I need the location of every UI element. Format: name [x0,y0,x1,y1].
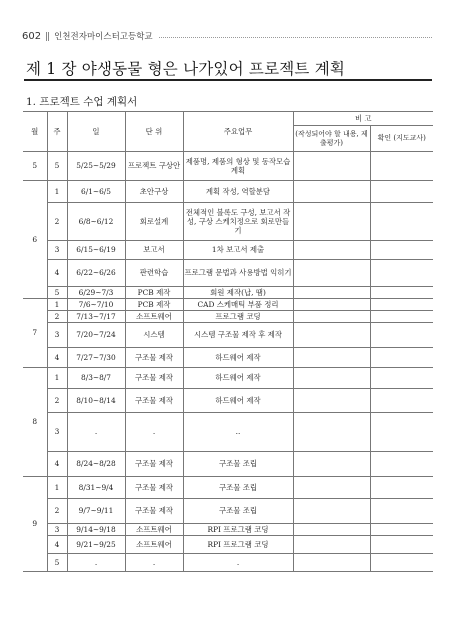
check-cell [370,524,433,536]
task-cell: 계획 작성, 역할분담 [183,181,293,203]
check-cell [370,311,433,323]
unit-cell: 보고서 [125,241,183,260]
col-header-remark-check: 확인 (지도교사) [370,126,433,152]
unit-cell: 시스템 [125,323,183,348]
schedule-table [23,111,433,572]
date-cell: 9/7~9/11 [67,499,125,524]
col-header-remark-content: (작성되어야 할 내용, 제출평가) [293,126,370,152]
task-cell: 회원 제작(납, 땜) [183,287,293,299]
task-cell: 구조물 조립 [183,477,293,499]
remark-cell [293,203,370,241]
task-cell: 구조물 조립 [183,499,293,524]
remark-cell [293,299,370,311]
week-cell: 3 [47,413,67,452]
week-cell: 4 [47,536,67,554]
col-header-week: 주 [47,112,67,152]
col-header-date: 일 [67,112,125,152]
task-cell: 프로그램 문법과 사용방법 익히기 [183,260,293,287]
unit-cell: 소프트웨어 [125,536,183,554]
remark-cell [293,536,370,554]
date-cell: 8/3~8/7 [67,368,125,389]
task-cell: 하드웨어 제작 [183,348,293,368]
month-cell: 5 [23,152,47,181]
check-cell [370,348,433,368]
week-cell: 1 [47,368,67,389]
week-cell: 4 [47,348,67,368]
date-cell: 9/21~9/25 [67,536,125,554]
week-cell: 4 [47,260,67,287]
check-cell [370,260,433,287]
week-cell: 1 [47,181,67,203]
date-cell: . [67,413,125,452]
unit-cell: 구조물 제작 [125,452,183,477]
task-cell: 전체적인 블록도 구성, 보고서 작성, 구상 스케치정으로 회로만들기 [183,203,293,241]
unit-cell: PCB 제작 [125,299,183,311]
task-cell: 시스템 구조물 제작 후 제작 [183,323,293,348]
unit-cell: PCB 제작 [125,287,183,299]
remark-cell [293,260,370,287]
remark-cell [293,311,370,323]
date-cell: 8/10~8/14 [67,389,125,413]
unit-cell: 초안구상 [125,181,183,203]
date-cell: 6/22~6/26 [67,260,125,287]
unit-cell: 소프트웨어 [125,311,183,323]
remark-cell [293,241,370,260]
week-cell: 2 [47,311,67,323]
date-cell: 6/29~7/3 [67,287,125,299]
unit-cell: 소프트웨어 [125,524,183,536]
date-cell: 5/25~5/29 [67,152,125,181]
remark-cell [293,413,370,452]
remark-cell [293,181,370,203]
task-cell: 1차 보고서 제출 [183,241,293,260]
date-cell: 6/1~6/5 [67,181,125,203]
date-cell: 6/15~6/19 [67,241,125,260]
remark-cell [293,554,370,572]
check-cell [370,389,433,413]
header-dotted-rule [159,37,432,38]
task-cell: 프로그램 코딩 [183,311,293,323]
month-cell: 8 [23,368,47,477]
week-cell: 2 [47,499,67,524]
title-underline [24,79,432,81]
unit-cell: 프로젝트 구상안 [125,152,183,181]
week-cell: 1 [47,299,67,311]
week-cell: 3 [47,323,67,348]
date-cell: 9/14~9/18 [67,524,125,536]
unit-cell: 회로설계 [125,203,183,241]
col-header-task: 주요업무 [183,112,293,152]
date-cell: 7/27~7/30 [67,348,125,368]
col-header-month: 월 [23,112,47,152]
unit-cell: . [125,413,183,452]
chapter-title: 제 1 장 야생동물 형은 나가있어 프로젝트 계획 [26,60,346,78]
task-cell: 제품명, 제품의 형상 및 동작모습 계획 [183,152,293,181]
remark-cell [293,477,370,499]
check-cell [370,413,433,452]
date-cell: 8/24~8/28 [67,452,125,477]
header-separator [46,32,49,41]
task-cell: .. [183,413,293,452]
week-cell: 3 [47,241,67,260]
week-cell: 1 [47,477,67,499]
check-cell [370,554,433,572]
check-cell [370,287,433,299]
check-cell [370,323,433,348]
remark-cell [293,499,370,524]
date-cell: 8/31~9/4 [67,477,125,499]
month-cell: 6 [23,181,47,299]
check-cell [370,452,433,477]
remark-cell [293,389,370,413]
week-cell: 2 [47,389,67,413]
check-cell [370,241,433,260]
school-name: 인천전자마이스터고등학교 [54,32,153,42]
task-cell: CAD 스케매틱 부품 정리 [183,299,293,311]
task-cell: 하드웨어 제작 [183,389,293,413]
check-cell [370,299,433,311]
unit-cell: 구조물 제작 [125,499,183,524]
task-cell: . [183,554,293,572]
remark-cell [293,524,370,536]
month-cell: 9 [23,477,47,572]
remark-cell [293,452,370,477]
date-cell: 7/13~7/17 [67,311,125,323]
check-cell [370,536,433,554]
week-cell: 5 [47,554,67,572]
task-cell: RPI 프로그램 코딩 [183,536,293,554]
remark-cell [293,287,370,299]
remark-cell [293,348,370,368]
unit-cell: . [125,554,183,572]
page-header [22,29,432,43]
unit-cell: 구조물 제작 [125,348,183,368]
schedule-body [23,152,433,572]
check-cell [370,499,433,524]
check-cell [370,368,433,389]
col-header-remarks: 비 고 [293,112,433,126]
unit-cell: 구조물 제작 [125,477,183,499]
week-cell: 3 [47,524,67,536]
week-cell: 2 [47,203,67,241]
unit-cell: 판련학습 [125,260,183,287]
task-cell: RPI 프로그램 코딩 [183,524,293,536]
remark-cell [293,152,370,181]
week-cell: 4 [47,452,67,477]
page-number: 602 [22,30,42,42]
remark-cell [293,323,370,348]
task-cell: 구조물 조립 [183,452,293,477]
date-cell: 7/6~7/10 [67,299,125,311]
date-cell: 7/20~7/24 [67,323,125,348]
section-heading: 1. 프로젝트 수업 계획서 [26,96,138,108]
task-cell: 하드웨어 제작 [183,368,293,389]
unit-cell: 구조물 제작 [125,368,183,389]
check-cell [370,477,433,499]
unit-cell: 구조물 제작 [125,389,183,413]
check-cell [370,203,433,241]
col-header-unit: 단 위 [125,112,183,152]
month-cell: 7 [23,299,47,368]
remark-cell [293,368,370,389]
week-cell: 5 [47,152,67,181]
check-cell [370,181,433,203]
date-cell: . [67,554,125,572]
week-cell: 5 [47,287,67,299]
check-cell [370,152,433,181]
date-cell: 6/8~6/12 [67,203,125,241]
